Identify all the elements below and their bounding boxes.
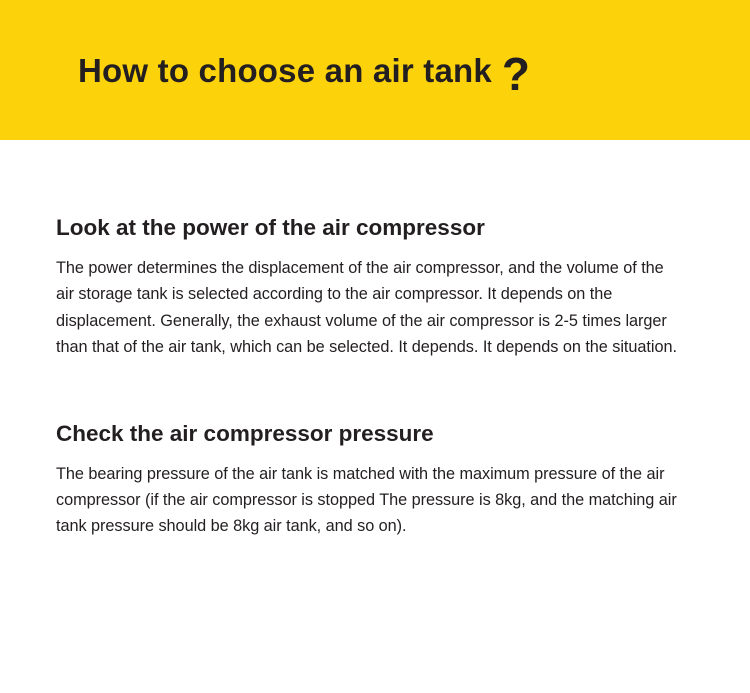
page-title: How to choose an air tank [78, 51, 492, 89]
header-banner [0, 0, 750, 140]
header-banner-content [78, 0, 530, 140]
section-body-pressure: The bearing pressure of the air tank is matched with the maximum pressure of the air compressor (if the air compressor is stopped The pressure is 8kg, and the matching air tank pressure should be 8kg air tank, and so on). [56, 464, 677, 536]
content-area [56, 140, 696, 540]
section-power [56, 140, 696, 361]
section-heading-pressure: Check the air compressor pressure [56, 420, 434, 446]
section-pressure [56, 361, 696, 540]
question-mark-icon: ? [501, 48, 531, 100]
section-heading-power: Look at the power of the air compressor [56, 215, 485, 240]
section-body-power: The power determines the displacement of the air compressor, and the volume of the air storage tank is selected according to the air compressor. It depends on the displacement. Generally, the exhaust volume of the air compressor is 2-5 times larger than that of the air tank, which can be selected. It depends. It depends on the situation. [56, 259, 677, 357]
